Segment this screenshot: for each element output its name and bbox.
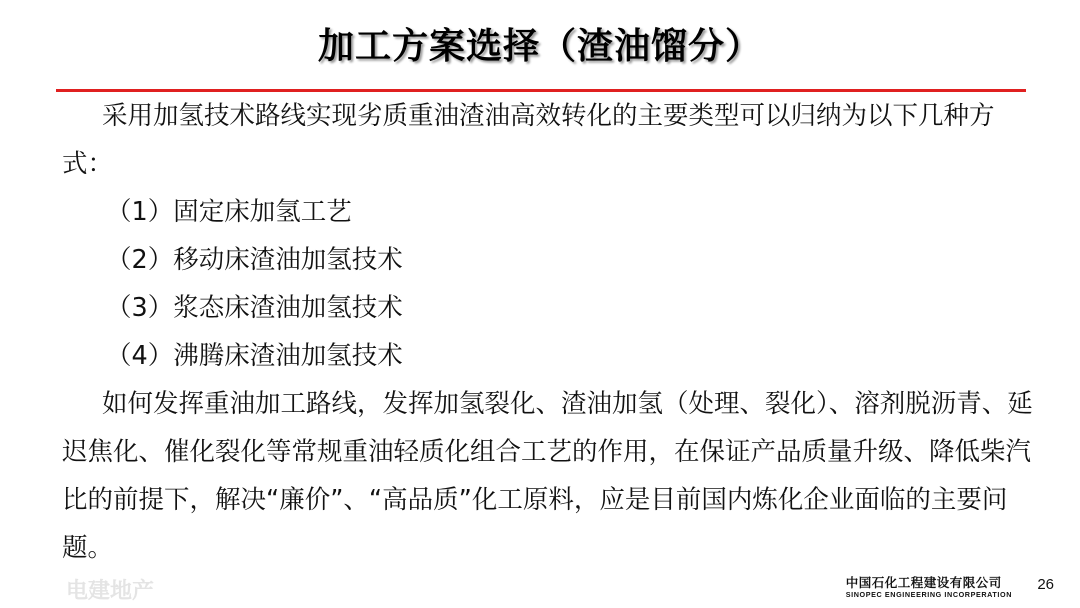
slide-title: 加工方案选择（渣油馏分） [317,26,762,67]
intro-paragraph: 采用加氢技术路线实现劣质重油渣油高效转化的主要类型可以归纳为以下几种方式： [62,101,995,179]
company-logo [846,576,1012,599]
page-number: 26 [1037,576,1054,593]
watermark: 电建地产 [66,579,155,604]
list-item-fixed-bed: （1）固定床加氢工艺 [106,197,352,227]
slide-body [62,92,1037,572]
conclusion-paragraph: 如何发挥重油加工路线，发挥加氢裂化、渣油加氢（处理、裂化）、溶剂脱沥青、延迟焦化、催化裂化等常规重油轻质化组合工艺的作用，在保证产品质量升级、降低柴汽比的前提下，解决“廉价”、“高品质”化工原料，应是目前国内炼化企业面临的主要问题。 [62,389,1033,563]
company-name-en: SINOPEC ENGINEERING INCORPERATION [845,590,1012,599]
list-item-ebullated-bed: （4）沸腾床渣油加氢技术 [106,341,403,371]
company-name-cn: 中国石化工程建设有限公司 [845,575,1002,590]
list-item-slurry-bed: （3）浆态床渣油加氢技术 [106,293,403,323]
list-item-moving-bed: （2）移动床渣油加氢技术 [106,245,403,275]
